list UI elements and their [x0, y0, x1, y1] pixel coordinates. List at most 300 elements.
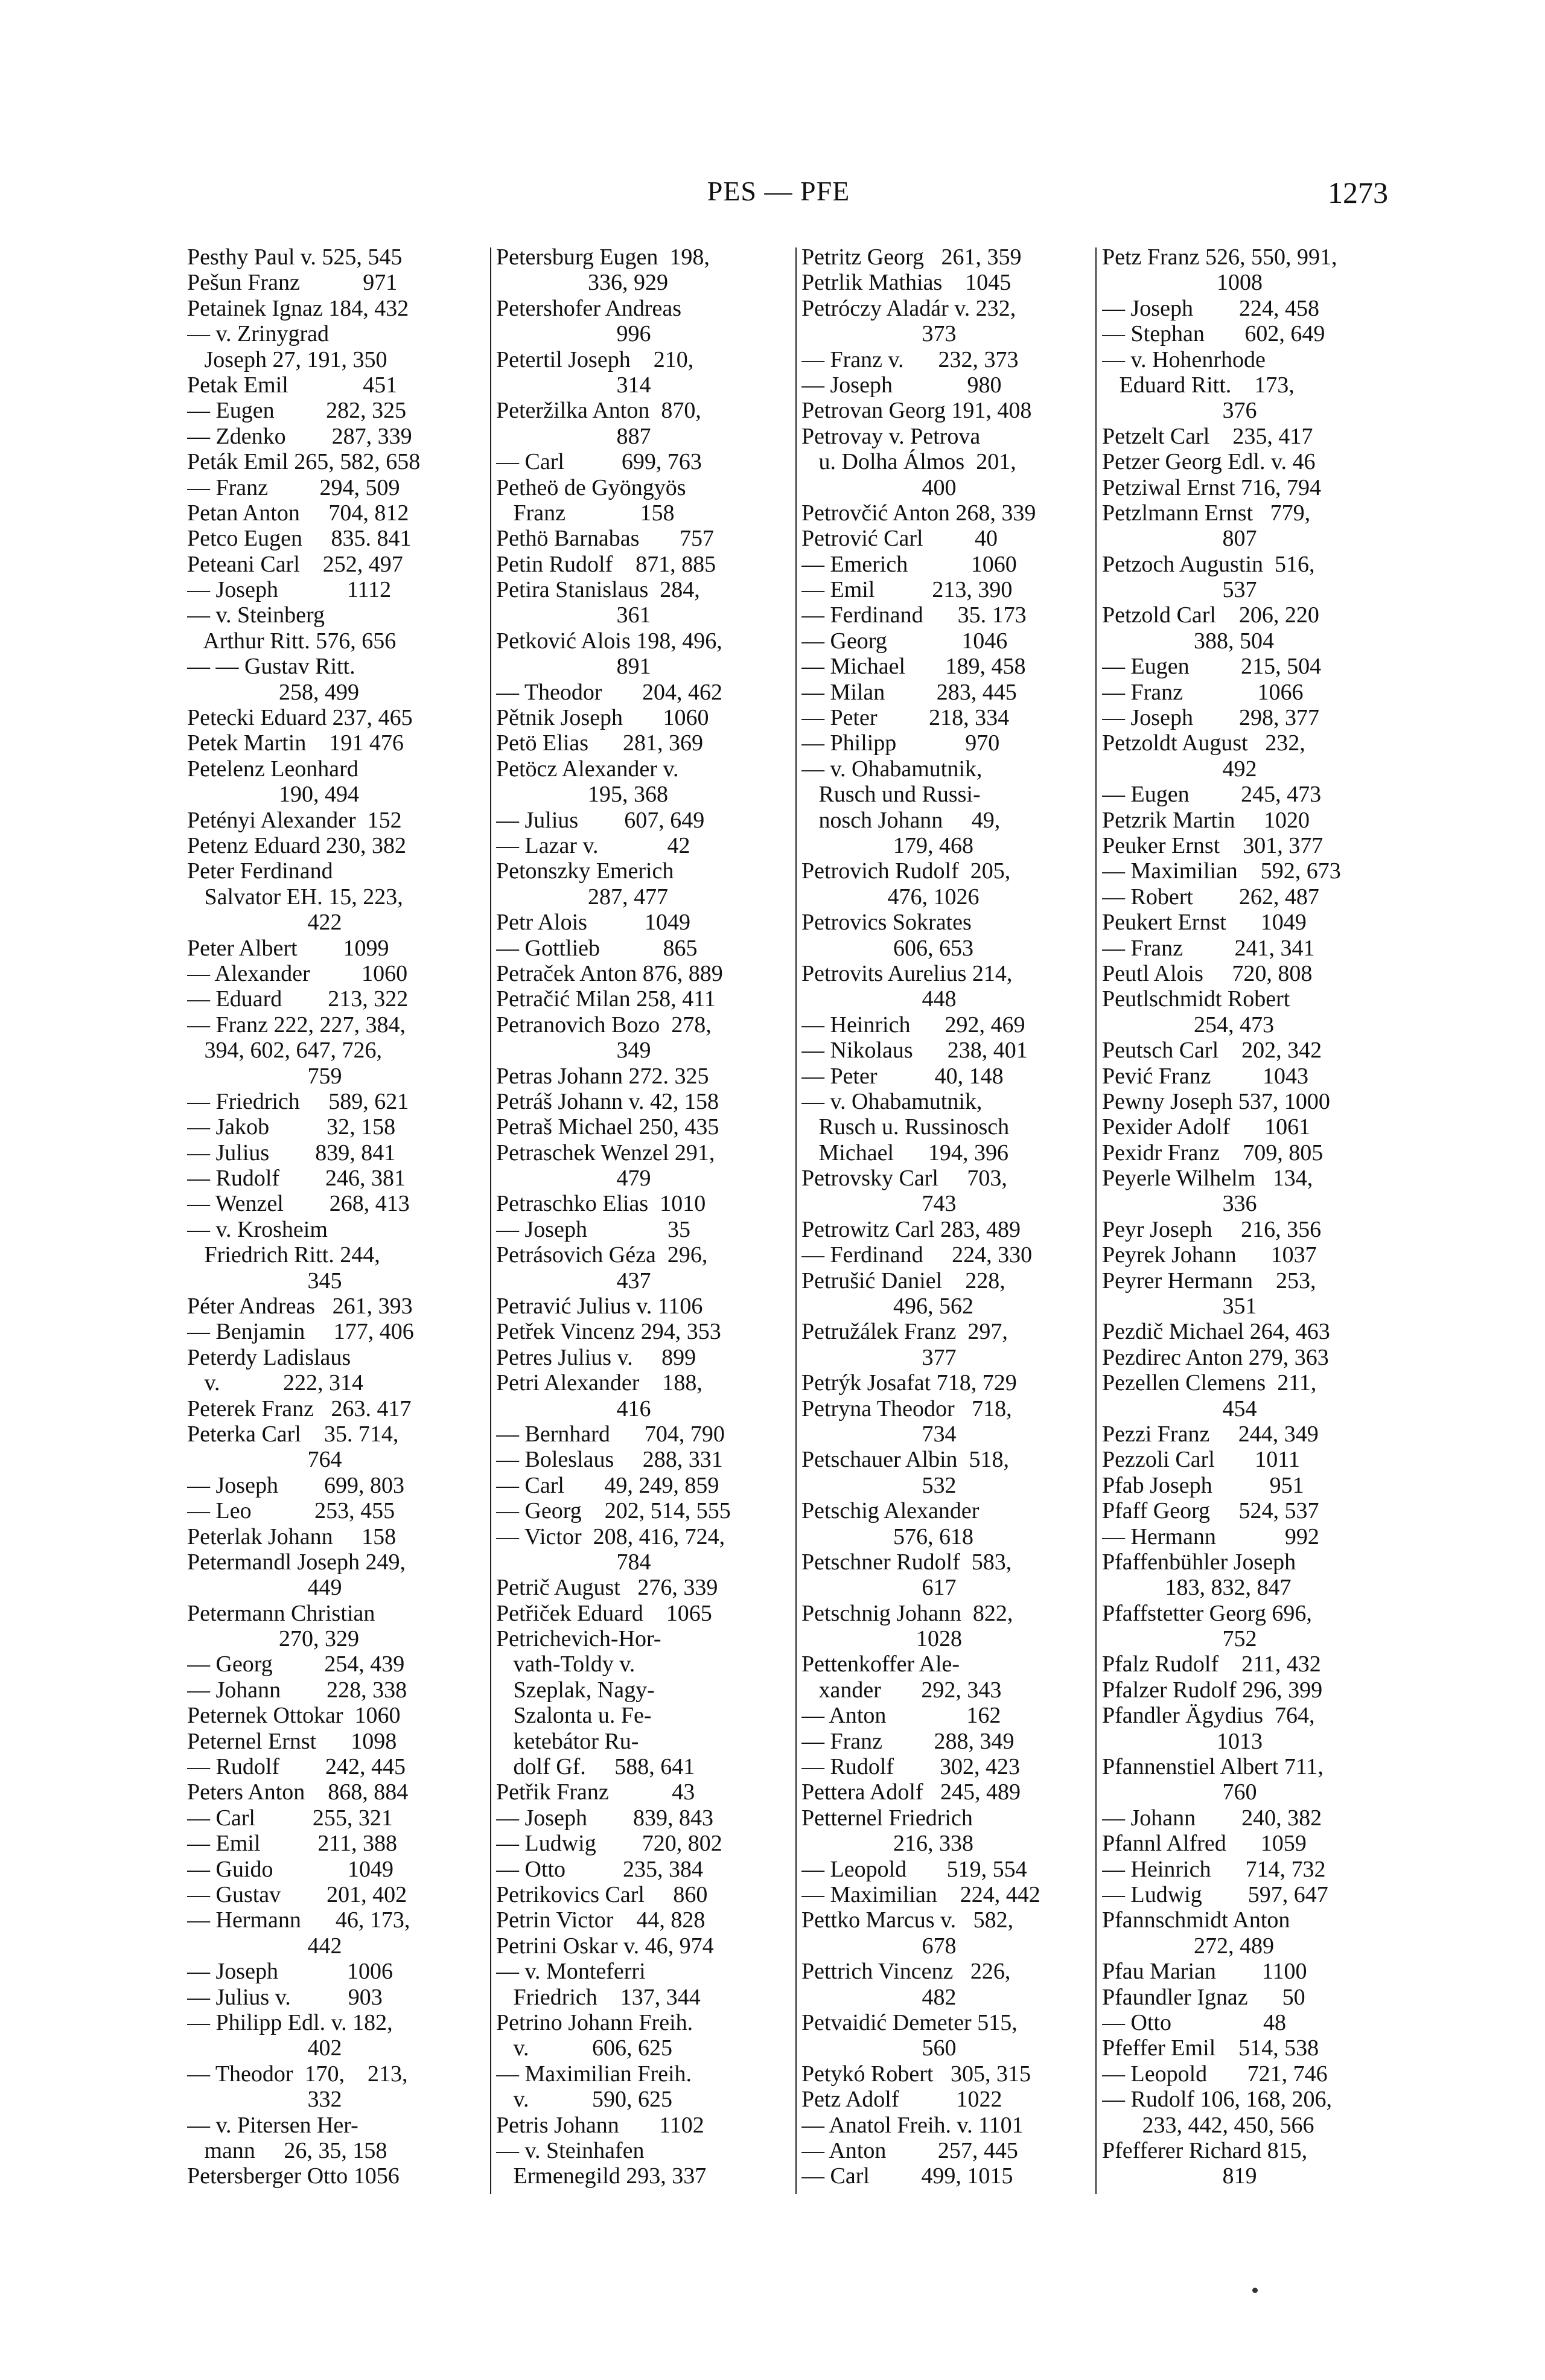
index-entry-line: — Otto 48 — [1102, 2009, 1287, 2035]
index-entry-line: Pětnik Joseph 1060 — [496, 705, 709, 731]
index-entry-line: Petračić Milan 258, 411 — [496, 986, 716, 1012]
index-entry-line: Petainek Ignaz 184, 432 — [187, 295, 409, 321]
index-entry-line: 1013 — [1102, 1728, 1263, 1754]
index-entry-line: Pezdič Michael 264, 463 — [1102, 1319, 1330, 1345]
index-entry-line: — Peter 40, 148 — [801, 1063, 1004, 1089]
index-entry-line: 258, 499 — [187, 679, 359, 705]
index-entry-line: — v. Hohenrhode — [1102, 346, 1266, 372]
page-header-title: PES — PFE — [707, 176, 850, 206]
index-entry-line: — Leopold 721, 746 — [1102, 2061, 1328, 2087]
index-entry-line: 373 — [801, 321, 957, 347]
index-entry-line: Petelenz Leonhard — [187, 756, 358, 782]
index-entry-line: Peyerle Wilhelm 134, — [1102, 1166, 1313, 1192]
index-entry-line: Petritz Georg 261, 359 — [801, 244, 1022, 270]
index-entry-line: 479 — [496, 1166, 651, 1192]
index-entry-line: 760 — [1102, 1779, 1257, 1805]
index-entry-line: — Stephan 602, 649 — [1102, 321, 1325, 347]
index-entry-line: 996 — [496, 321, 651, 347]
index-entry-line: Petöcz Alexander v. — [496, 756, 679, 782]
index-entry-line: Petersberger Otto 1056 — [187, 2163, 400, 2189]
index-entry-line: Rusch und Russi- — [801, 782, 981, 808]
index-entry-line: Pettenkoffer Ale- — [801, 1651, 960, 1677]
index-column-4 — [1102, 244, 1398, 2200]
index-entry-line: Pezzi Franz 244, 349 — [1102, 1421, 1319, 1447]
index-entry-line: — v. Pitersen Her- — [187, 2112, 358, 2138]
index-entry-line: — Johann 240, 382 — [1102, 1805, 1322, 1831]
index-entry-line: 1028 — [801, 1626, 962, 1652]
index-entry-line: — Gottlieb 865 — [496, 935, 698, 961]
index-entry-line: Pfalz Rudolf 211, 432 — [1102, 1651, 1321, 1677]
index-entry-line: Petan Anton 704, 812 — [187, 500, 409, 526]
index-entry-line: Salvator EH. 15, 223, — [187, 884, 403, 910]
index-entry-line: 422 — [187, 910, 342, 936]
index-entry-line: — Zdenko 287, 339 — [187, 423, 412, 449]
index-entry-line: — Robert 262, 487 — [1102, 884, 1319, 910]
index-entry-line: Petzer Georg Edl. v. 46 — [1102, 449, 1316, 475]
index-entry-line: Pešun Franz 971 — [187, 270, 398, 296]
index-entry-line: Peterek Franz 263. 417 — [187, 1396, 412, 1421]
index-entry-line: — v. Zrinygrad — [187, 321, 329, 347]
index-entry-line: 336, 929 — [496, 270, 668, 296]
index-entry-line: — Emerich 1060 — [801, 551, 1017, 577]
index-entry-line: Petak Emil 451 — [187, 372, 398, 398]
index-entry-line: 195, 368 — [496, 782, 668, 808]
index-entry-line: Petrichevich-Hor- — [496, 1626, 661, 1652]
index-entry-line: Petzrik Martin 1020 — [1102, 807, 1310, 833]
index-entry-line: Peternel Ernst 1098 — [187, 1728, 397, 1754]
index-entry-line: Pesthy Paul v. 525, 545 — [187, 244, 403, 270]
index-entry-line: Péter Andreas 261, 393 — [187, 1294, 413, 1319]
index-entry-line: 678 — [801, 1933, 957, 1959]
index-entry-line: 376 — [1102, 398, 1257, 424]
index-entry-line: Peukert Ernst 1049 — [1102, 910, 1307, 936]
index-entry-line: — Ferdinand 35. 173 — [801, 602, 1027, 628]
index-entry-line: 759 — [187, 1063, 342, 1089]
index-entry-line: — Anton 162 — [801, 1703, 1001, 1729]
index-entry-line: 394, 602, 647, 726, — [187, 1038, 382, 1064]
index-entry-line: Petzoch Augustin 516, — [1102, 551, 1315, 577]
index-entry-line: Petranovich Bozo 278, — [496, 1012, 712, 1038]
index-entry-line: — Wenzel 268, 413 — [187, 1191, 410, 1217]
index-entry-line: Petrovits Aurelius 214, — [801, 960, 1013, 986]
index-entry-line: Petravić Julius v. 1106 — [496, 1294, 703, 1319]
index-entry-line: Petraš Michael 250, 435 — [496, 1114, 719, 1140]
index-entry-line: Pfannschmidt Anton — [1102, 1907, 1290, 1933]
index-entry-line: 388, 504 — [1102, 628, 1274, 654]
index-entry-line: Petres Julius v. 899 — [496, 1344, 696, 1370]
index-entry-line: Petertil Joseph 210, — [496, 346, 694, 372]
index-entry-line: — Franz 288, 349 — [801, 1728, 1015, 1754]
index-entry-line: — Julius 607, 649 — [496, 807, 705, 833]
index-entry-line: — Bernhard 704, 790 — [496, 1421, 725, 1447]
index-entry-line: 272, 489 — [1102, 1933, 1274, 1959]
index-entry-line: 345 — [187, 1268, 342, 1294]
index-entry-line: Petraschko Elias 1010 — [496, 1191, 706, 1217]
index-entry-line: mann 26, 35, 158 — [187, 2137, 387, 2163]
index-entry-line: Pethö Barnabas 757 — [496, 526, 714, 552]
index-entry-line: — Leopold 519, 554 — [801, 1856, 1027, 1882]
index-entry-line: Pexider Adolf 1061 — [1102, 1114, 1311, 1140]
index-entry-line: Petzelt Carl 235, 417 — [1102, 423, 1313, 449]
index-entry-line: 532 — [801, 1472, 957, 1498]
index-entry-line: — Maximilian Freih. — [496, 2061, 692, 2087]
index-entry-line: Pfefferer Richard 815, — [1102, 2137, 1308, 2163]
index-entry-line: Pettera Adolf 245, 489 — [801, 1779, 1021, 1805]
index-entry-line: Pfau Marian 1100 — [1102, 1959, 1307, 1985]
index-entry-line: 560 — [801, 2035, 957, 2061]
index-entry-line: Petco Eugen 835. 841 — [187, 526, 412, 552]
index-entry-line: Petrovich Rudolf 205, — [801, 858, 1011, 884]
index-entry-line: Petek Martin 191 476 — [187, 730, 404, 756]
index-entry-line: Pezellen Clemens 211, — [1102, 1370, 1317, 1396]
index-entry-line: Petrovsky Carl 703, — [801, 1166, 1007, 1192]
index-entry-line: Petri Alexander 188, — [496, 1370, 702, 1396]
index-entry-line: — Rudolf 246, 381 — [187, 1166, 406, 1192]
index-entry-line: — Jakob 32, 158 — [187, 1114, 396, 1140]
index-entry-line: Pfaffstetter Georg 696, — [1102, 1600, 1312, 1626]
index-entry-line: Petrušić Daniel 228, — [801, 1268, 1005, 1294]
index-entry-line: 454 — [1102, 1396, 1257, 1421]
index-entry-line: — Joseph 224, 458 — [1102, 295, 1319, 321]
index-entry-line: Petykó Robert 305, 315 — [801, 2061, 1031, 2087]
index-entry-line: 1008 — [1102, 270, 1263, 296]
index-entry-line: 819 — [1102, 2163, 1257, 2189]
index-entry-line: 377 — [801, 1344, 957, 1370]
index-entry-line: Petrovics Sokrates — [801, 910, 972, 936]
index-entry-line: Peutlschmidt Robert — [1102, 986, 1290, 1012]
index-entry-line: Petz Franz 526, 550, 991, — [1102, 244, 1337, 270]
index-entry-line: Petróczy Aladár v. 232, — [801, 295, 1016, 321]
index-entry-line: — Anton 257, 445 — [801, 2137, 1018, 2163]
index-entry-line: Pević Franz 1043 — [1102, 1063, 1308, 1089]
index-entry-line: — Julius v. 903 — [187, 1984, 383, 2010]
index-entry-line: 537 — [1102, 577, 1257, 603]
index-entry-line: Petřiček Eduard 1065 — [496, 1600, 712, 1626]
index-entry-line: — Emil 213, 390 — [801, 577, 1013, 603]
index-entry-line: — Franz v. 232, 373 — [801, 346, 1019, 372]
index-entry-line: 270, 329 — [187, 1626, 359, 1652]
index-column-1 — [187, 244, 483, 2200]
index-entry-line: Michael 194, 396 — [801, 1140, 1009, 1166]
index-entry-line: Pezdirec Anton 279, 363 — [1102, 1344, 1329, 1370]
index-entry-line: — Lazar v. 42 — [496, 832, 690, 858]
index-entry-line: — Carl 499, 1015 — [801, 2163, 1013, 2189]
index-entry-line: — Joseph 980 — [801, 372, 1002, 398]
index-entry-line: Peteani Carl 252, 497 — [187, 551, 403, 577]
index-entry-line: Petermandl Joseph 249, — [187, 1549, 406, 1575]
index-entry-line: v. 606, 625 — [496, 2035, 673, 2061]
index-entry-line: Petružálek Franz 297, — [801, 1319, 1008, 1345]
index-entry-line: Pewny Joseph 537, 1000 — [1102, 1088, 1330, 1114]
index-entry-line: Petris Johann 1102 — [496, 2112, 704, 2138]
speck-mark — [1252, 2288, 1258, 2293]
index-entry-line: — v. Ohabamutnik, — [801, 756, 983, 782]
index-entry-line: — Philipp 970 — [801, 730, 1000, 756]
index-entry-line: Pfeffer Emil 514, 538 — [1102, 2035, 1319, 2061]
index-entry-line: 891 — [496, 654, 651, 680]
index-entry-line: Pettko Marcus v. 582, — [801, 1907, 1014, 1933]
index-entry-line: Petković Alois 198, 496, — [496, 628, 722, 654]
index-entry-line: — — Gustav Ritt. — [187, 654, 355, 680]
index-entry-line: Petraschek Wenzel 291, — [496, 1140, 715, 1166]
index-entry-line: — Victor 208, 416, 724, — [496, 1523, 725, 1549]
index-entry-line: Petzoldt August 232, — [1102, 730, 1305, 756]
index-entry-line: Petersburg Eugen 198, — [496, 244, 710, 270]
index-entry-line: — Gustav 201, 402 — [187, 1882, 407, 1907]
index-entry-line: — Johann 228, 338 — [187, 1677, 407, 1703]
index-entry-line: — Georg 202, 514, 555 — [496, 1498, 731, 1524]
index-entry-line: — Joseph 298, 377 — [1102, 705, 1319, 731]
index-entry-line: — Carl 49, 249, 859 — [496, 1472, 719, 1498]
index-entry-line: ketebátor Ru- — [496, 1728, 639, 1754]
index-entry-line: Peterlak Johann 158 — [187, 1523, 397, 1549]
index-entry-line: Peyrek Johann 1037 — [1102, 1242, 1317, 1268]
index-entry-line: — Franz 241, 341 — [1102, 935, 1315, 961]
index-entry-line: 400 — [801, 474, 957, 500]
index-entry-line: 416 — [496, 1396, 651, 1421]
index-entry-line: Friedrich 137, 344 — [496, 1984, 701, 2010]
column-divider — [1095, 247, 1097, 2194]
index-entry-line: Petershofer Andreas — [496, 295, 682, 321]
index-entry-line: Petonszky Emerich — [496, 858, 674, 884]
index-entry-line: — Rudolf 106, 168, 206, — [1102, 2087, 1333, 2113]
index-entry-line: — Hermann 46, 173, — [187, 1907, 410, 1933]
index-entry-line: Petrovan Georg 191, 408 — [801, 398, 1032, 424]
index-column-2 — [496, 244, 792, 2200]
index-entry-line: — Benjamin 177, 406 — [187, 1319, 414, 1345]
index-entry-line: 183, 832, 847 — [1102, 1575, 1292, 1601]
index-entry-line: — Philipp Edl. v. 182, — [187, 2009, 393, 2035]
index-entry-line: 332 — [187, 2087, 342, 2113]
index-entry-line: — Leo 253, 455 — [187, 1498, 395, 1524]
index-entry-line: Pfannenstiel Albert 711, — [1102, 1754, 1324, 1780]
index-entry-line: — Eugen 245, 473 — [1102, 782, 1322, 808]
page-number: 1273 — [1328, 176, 1388, 209]
index-entry-line: 361 — [496, 602, 651, 628]
index-entry-line: 576, 618 — [801, 1523, 973, 1549]
index-entry-line: Pezzoli Carl 1011 — [1102, 1447, 1300, 1473]
index-entry-line: — Joseph 839, 843 — [496, 1805, 713, 1831]
index-entry-line: — Friedrich 589, 621 — [187, 1088, 409, 1114]
index-entry-line: nosch Johann 49, — [801, 807, 1001, 833]
index-entry-line: Petrin Victor 44, 828 — [496, 1907, 706, 1933]
index-entry-line: Petrýk Josafat 718, 729 — [801, 1370, 1017, 1396]
index-entry-line: 314 — [496, 372, 651, 398]
index-entry-line: — Boleslaus 288, 331 — [496, 1447, 723, 1473]
index-entry-line: — Eduard 213, 322 — [187, 986, 409, 1012]
index-entry-line: 734 — [801, 1421, 957, 1447]
index-entry-line: Petermann Christian — [187, 1600, 375, 1626]
index-entry-line: 807 — [1102, 526, 1257, 552]
index-entry-line: 449 — [187, 1575, 342, 1601]
index-entry-line: — Carl 699, 763 — [496, 449, 702, 475]
index-entry-line: Petschig Alexander — [801, 1498, 980, 1524]
column-divider — [795, 247, 797, 2194]
index-entry-line: Peterdy Ladislaus — [187, 1344, 351, 1370]
index-entry-line: 496, 562 — [801, 1294, 973, 1319]
index-entry-line: — Hermann 992 — [1102, 1523, 1319, 1549]
index-entry-line: Pfannl Alfred 1059 — [1102, 1831, 1307, 1857]
index-entry-line: Petrovay v. Petrova — [801, 423, 981, 449]
index-entry-line: Peterka Carl 35. 714, — [187, 1421, 399, 1447]
index-entry-line: 442 — [187, 1933, 342, 1959]
index-entry-line: v. 590, 625 — [496, 2087, 673, 2113]
index-entry-line: — Heinrich 292, 469 — [801, 1012, 1025, 1038]
index-entry-line: v. 222, 314 — [187, 1370, 364, 1396]
column-divider — [490, 247, 491, 2194]
index-entry-line: Peters Anton 868, 884 — [187, 1779, 409, 1805]
index-entry-line: Petrásovich Géza 296, — [496, 1242, 708, 1268]
index-entry-line: Peteržilka Anton 870, — [496, 398, 701, 424]
index-entry-line: Petrowitz Carl 283, 489 — [801, 1216, 1021, 1242]
index-entry-line: Petényi Alexander 152 — [187, 807, 402, 833]
index-entry-line: u. Dolha Álmos 201, — [801, 449, 1016, 475]
index-entry-line: Petřek Vincenz 294, 353 — [496, 1319, 721, 1345]
index-entry-line: Petira Stanislaus 284, — [496, 577, 700, 603]
index-entry-line: Peyrer Hermann 253, — [1102, 1268, 1316, 1294]
index-entry-line: — Guido 1049 — [187, 1856, 393, 1882]
index-entry-line: 492 — [1102, 756, 1257, 782]
index-entry-line: Petschnig Johann 822, — [801, 1600, 1013, 1626]
index-entry-line: Petzlmann Ernst 779, — [1102, 500, 1311, 526]
index-entry-line: Szalonta u. Fe- — [496, 1703, 652, 1729]
index-entry-line: — Georg 1046 — [801, 628, 1008, 654]
index-entry-line: 752 — [1102, 1626, 1257, 1652]
index-entry-line: dolf Gf. 588, 641 — [496, 1754, 695, 1780]
index-entry-line: — Nikolaus 238, 401 — [801, 1038, 1028, 1064]
index-entry-line: — Rudolf 242, 445 — [187, 1754, 406, 1780]
index-entry-line: Peternek Ottokar 1060 — [187, 1703, 401, 1729]
index-entry-line: 190, 494 — [187, 782, 359, 808]
index-entry-line: 179, 468 — [801, 832, 973, 858]
index-entry-line: Petras Johann 272. 325 — [496, 1063, 709, 1089]
index-entry-line: — Emil 211, 388 — [187, 1831, 397, 1857]
index-entry-line: xander 292, 343 — [801, 1677, 1002, 1703]
index-entry-line: Petternel Friedrich — [801, 1805, 973, 1831]
index-entry-line: 437 — [496, 1268, 651, 1294]
index-entry-line: Pfaundler Ignaz 50 — [1102, 1984, 1305, 2010]
index-entry-line: Arthur Ritt. 576, 656 — [187, 628, 397, 654]
index-entry-line: Petziwal Ernst 716, 794 — [1102, 474, 1322, 500]
index-entry-line: 476, 1026 — [801, 884, 980, 910]
index-entry-line: Petenz Eduard 230, 382 — [187, 832, 407, 858]
index-entry-line: Peutl Alois 720, 808 — [1102, 960, 1313, 986]
index-entry-line: — Alexander 1060 — [187, 960, 408, 986]
index-entry-line: 887 — [496, 423, 651, 449]
index-entry-line: 743 — [801, 1191, 957, 1217]
index-entry-line: 336 — [1102, 1191, 1257, 1217]
index-entry-line: — Franz 294, 509 — [187, 474, 400, 500]
index-entry-line: 287, 477 — [496, 884, 668, 910]
index-entry-line: Szeplak, Nagy- — [496, 1677, 655, 1703]
index-entry-line: — Peter 218, 334 — [801, 705, 1010, 731]
index-entry-line: Petin Rudolf 871, 885 — [496, 551, 716, 577]
index-entry-line: Petrič August 276, 339 — [496, 1575, 718, 1601]
index-entry-line: Petecki Eduard 237, 465 — [187, 705, 413, 731]
index-entry-line: Pfaffenbühler Joseph — [1102, 1549, 1296, 1575]
index-entry-line: — v. Steinberg — [187, 602, 325, 628]
index-entry-line: 216, 338 — [801, 1831, 973, 1857]
index-entry-line: 482 — [801, 1984, 957, 2010]
index-entry-line: Petráš Johann v. 42, 158 — [496, 1088, 719, 1114]
index-entry-line: Franz 158 — [496, 500, 675, 526]
index-entry-line: — Otto 235, 384 — [496, 1856, 704, 1882]
index-entry-line: — Franz 1066 — [1102, 679, 1304, 705]
index-entry-line: — v. Ohabamutnik, — [801, 1088, 983, 1114]
index-entry-line: Peták Emil 265, 582, 658 — [187, 449, 421, 475]
index-entry-line: Pexidr Franz 709, 805 — [1102, 1140, 1324, 1166]
index-entry-line: — Joseph 35 — [496, 1216, 690, 1242]
index-entry-line: — Franz 222, 227, 384, — [187, 1012, 406, 1038]
index-entry-line: — Ludwig 597, 647 — [1102, 1882, 1328, 1907]
index-entry-line: Petvaidić Demeter 515, — [801, 2009, 1018, 2035]
index-entry-line: Pfalzer Rudolf 296, 399 — [1102, 1677, 1323, 1703]
index-entry-line: Peyr Joseph 216, 356 — [1102, 1216, 1322, 1242]
index-entry-line: Petřik Franz 43 — [496, 1779, 695, 1805]
index-entry-line: 764 — [187, 1447, 342, 1473]
index-entry-line: Peutsch Carl 202, 342 — [1102, 1038, 1322, 1064]
index-entry-line: Joseph 27, 191, 350 — [187, 346, 387, 372]
index-entry-line: — Ludwig 720, 802 — [496, 1831, 722, 1857]
index-entry-line: 254, 473 — [1102, 1012, 1274, 1038]
index-entry-line: Pfandler Ägydius 764, — [1102, 1703, 1315, 1729]
index-entry-line: Pfab Joseph 951 — [1102, 1472, 1304, 1498]
index-entry-line: Petschauer Albin 518, — [801, 1447, 1010, 1473]
index-entry-line: 351 — [1102, 1294, 1257, 1319]
index-entry-line: Petzold Carl 206, 220 — [1102, 602, 1319, 628]
index-entry-line: 402 — [187, 2035, 342, 2061]
index-entry-line: — Eugen 215, 504 — [1102, 654, 1322, 680]
index-entry-line: — Milan 283, 445 — [801, 679, 1017, 705]
index-entry-line: Friedrich Ritt. 244, — [187, 1242, 380, 1268]
index-entry-line: — Theodor 204, 462 — [496, 679, 723, 705]
index-entry-line: 606, 653 — [801, 935, 973, 961]
index-entry-line: — Theodor 170, 213, — [187, 2061, 408, 2087]
index-entry-line: Peuker Ernst 301, 377 — [1102, 832, 1324, 858]
index-entry-line: Petschner Rudolf 583, — [801, 1549, 1012, 1575]
index-entry-line: — Joseph 699, 803 — [187, 1472, 404, 1498]
index-entry-line: — Carl 255, 321 — [187, 1805, 393, 1831]
index-entry-line: — Joseph 1112 — [187, 577, 392, 603]
index-column-3 — [801, 244, 1097, 2200]
index-entry-line: — Michael 189, 458 — [801, 654, 1026, 680]
index-entry-line: Peter Albert 1099 — [187, 935, 389, 961]
index-entry-line: Petraček Anton 876, 889 — [496, 960, 723, 986]
index-entry-line: Pettrich Vincenz 226, — [801, 1959, 1011, 1985]
index-entry-line: Petheö de Gyöngyös — [496, 474, 686, 500]
index-entry-line: — Maximilian 224, 442 — [801, 1882, 1040, 1907]
index-entry-line: Rusch u. Russinosch — [801, 1114, 1010, 1140]
index-entry-line: Eduard Ritt. 173, — [1102, 372, 1295, 398]
index-entry-line: Petryna Theodor 718, — [801, 1396, 1012, 1421]
index-entry-line: Petrini Oskar v. 46, 974 — [496, 1933, 714, 1959]
index-entry-line: — Heinrich 714, 732 — [1102, 1856, 1326, 1882]
index-entry-line: — Julius 839, 841 — [187, 1140, 396, 1166]
index-entry-line: Ermenegild 293, 337 — [496, 2163, 707, 2189]
index-entry-line: — Joseph 1006 — [187, 1959, 393, 1985]
index-entry-line: Petrović Carl 40 — [801, 526, 998, 552]
index-entry-line: Petrikovics Carl 860 — [496, 1882, 708, 1907]
index-entry-line: Pfaff Georg 524, 537 — [1102, 1498, 1319, 1524]
index-entry-line: 784 — [496, 1549, 651, 1575]
index-entry-line: vath-Toldy v. — [496, 1651, 636, 1677]
index-entry-line: 617 — [801, 1575, 957, 1601]
index-entry-line: — Maximilian 592, 673 — [1102, 858, 1341, 884]
index-entry-line: — v. Steinhafen — [496, 2137, 645, 2163]
index-entry-line: — Ferdinand 224, 330 — [801, 1242, 1033, 1268]
index-entry-line: Petrovčić Anton 268, 339 — [801, 500, 1036, 526]
index-entry-line: — Rudolf 302, 423 — [801, 1754, 1021, 1780]
